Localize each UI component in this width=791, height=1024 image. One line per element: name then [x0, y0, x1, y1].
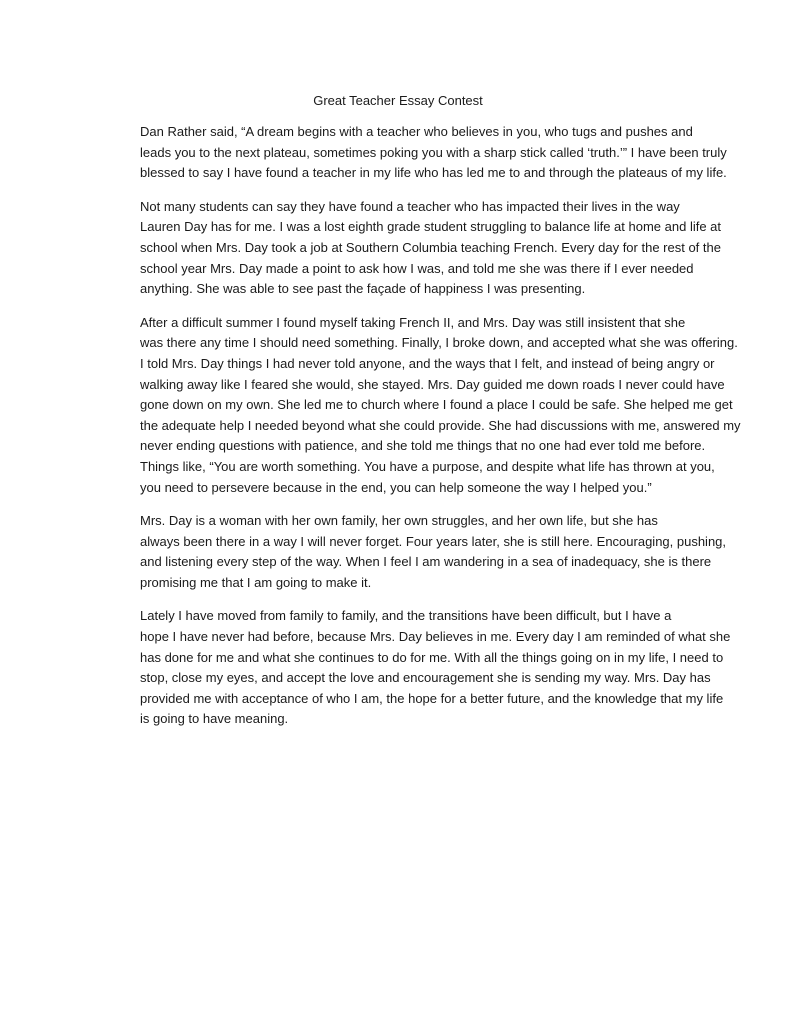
- paragraph-line: you need to persevere because in the end, you can help someone the way I helped you.”: [140, 479, 652, 495]
- paragraph-line: walking away like I feared she would, she stayed. Mrs. Day guided me down roads I never could have: [140, 376, 725, 392]
- document-page: [92, 91, 741, 743]
- paragraph-5: [92, 606, 731, 730]
- paragraph-line: Lately I have moved from family to family, and the transitions have been difficult, but I have a: [140, 608, 672, 624]
- paragraph-line: gone down on my own. She led me to church where I found a place I could be safe. She helped me get: [140, 397, 733, 413]
- paragraph-line: has done for me and what she continues to do for me. With all the things going on in my life, I need to: [140, 649, 724, 665]
- paragraph-line: school year Mrs. Day made a point to ask how I was, and told me she was there if I ever needed: [140, 260, 694, 276]
- paragraph-line: the adequate help I needed beyond what she could provide. She had discussions with me, answered my: [140, 417, 741, 433]
- paragraph-4: [92, 511, 727, 593]
- paragraph-line: promising me that I am going to make it.: [140, 574, 372, 590]
- paragraph-line: and listening every step of the way. When I feel I am wandering in a sea of inadequacy, she is there: [140, 554, 712, 570]
- paragraph-line: is going to have meaning.: [140, 711, 289, 727]
- paragraph-line: always been there in a way I will never forget. Four years later, she is still here. Encouraging, pushing,: [140, 533, 727, 549]
- paragraph-line: provided me with acceptance of who I am, the hope for a better future, and the knowledge that my life: [140, 690, 724, 706]
- paragraph-3: [92, 313, 741, 498]
- paragraph-line: leads you to the next plateau, sometimes poking you with a sharp stick called ‘truth.’” I have been truly: [140, 144, 727, 160]
- document-title: Great Teacher Essay Contest: [313, 93, 483, 108]
- paragraph-line: After a difficult summer I found myself taking French II, and Mrs. Day was still insistent that she: [140, 314, 686, 330]
- paragraph-line: stop, close my eyes, and accept the love and encouragement she is sending my way. Mrs. Day has: [140, 670, 711, 686]
- paragraph-line: blessed to say I have found a teacher in my life who has led me to and through the plateaus of my life.: [140, 165, 727, 181]
- paragraph-line: Dan Rather said, “A dream begins with a teacher who believes in you, who tugs and pushes and: [140, 124, 693, 139]
- paragraph-1: [92, 122, 727, 184]
- paragraph-line: Not many students can say they have found a teacher who has impacted their lives in the way: [140, 198, 680, 214]
- paragraph-line: hope I have never had before, because Mrs. Day believes in me. Every day I am reminded of what she: [140, 629, 731, 645]
- paragraph-line: was there any time I should need something. Finally, I broke down, and accepted what she was offering.: [140, 335, 738, 351]
- paragraph-2: [92, 197, 722, 300]
- paragraph-line: never ending questions with patience, and she told me things that no one had ever told me before.: [140, 438, 706, 454]
- paragraph-line: I told Mrs. Day things I had never told anyone, and the ways that I felt, and instead of being angry or: [140, 355, 715, 371]
- paragraph-line: anything. She was able to see past the façade of happiness I was presenting.: [140, 281, 586, 297]
- paragraph-line: Things like, “You are worth something. You have a purpose, and despite what life has thrown at you,: [140, 458, 715, 474]
- paragraph-line: school when Mrs. Day took a job at Southern Columbia teaching French. Every day for the rest of the: [140, 239, 721, 255]
- paragraph-line: Lauren Day has for me. I was a lost eighth grade student struggling to balance life at home and life at: [140, 219, 722, 235]
- paragraph-line: Mrs. Day is a woman with her own family, her own struggles, and her own life, but she has: [140, 513, 658, 529]
